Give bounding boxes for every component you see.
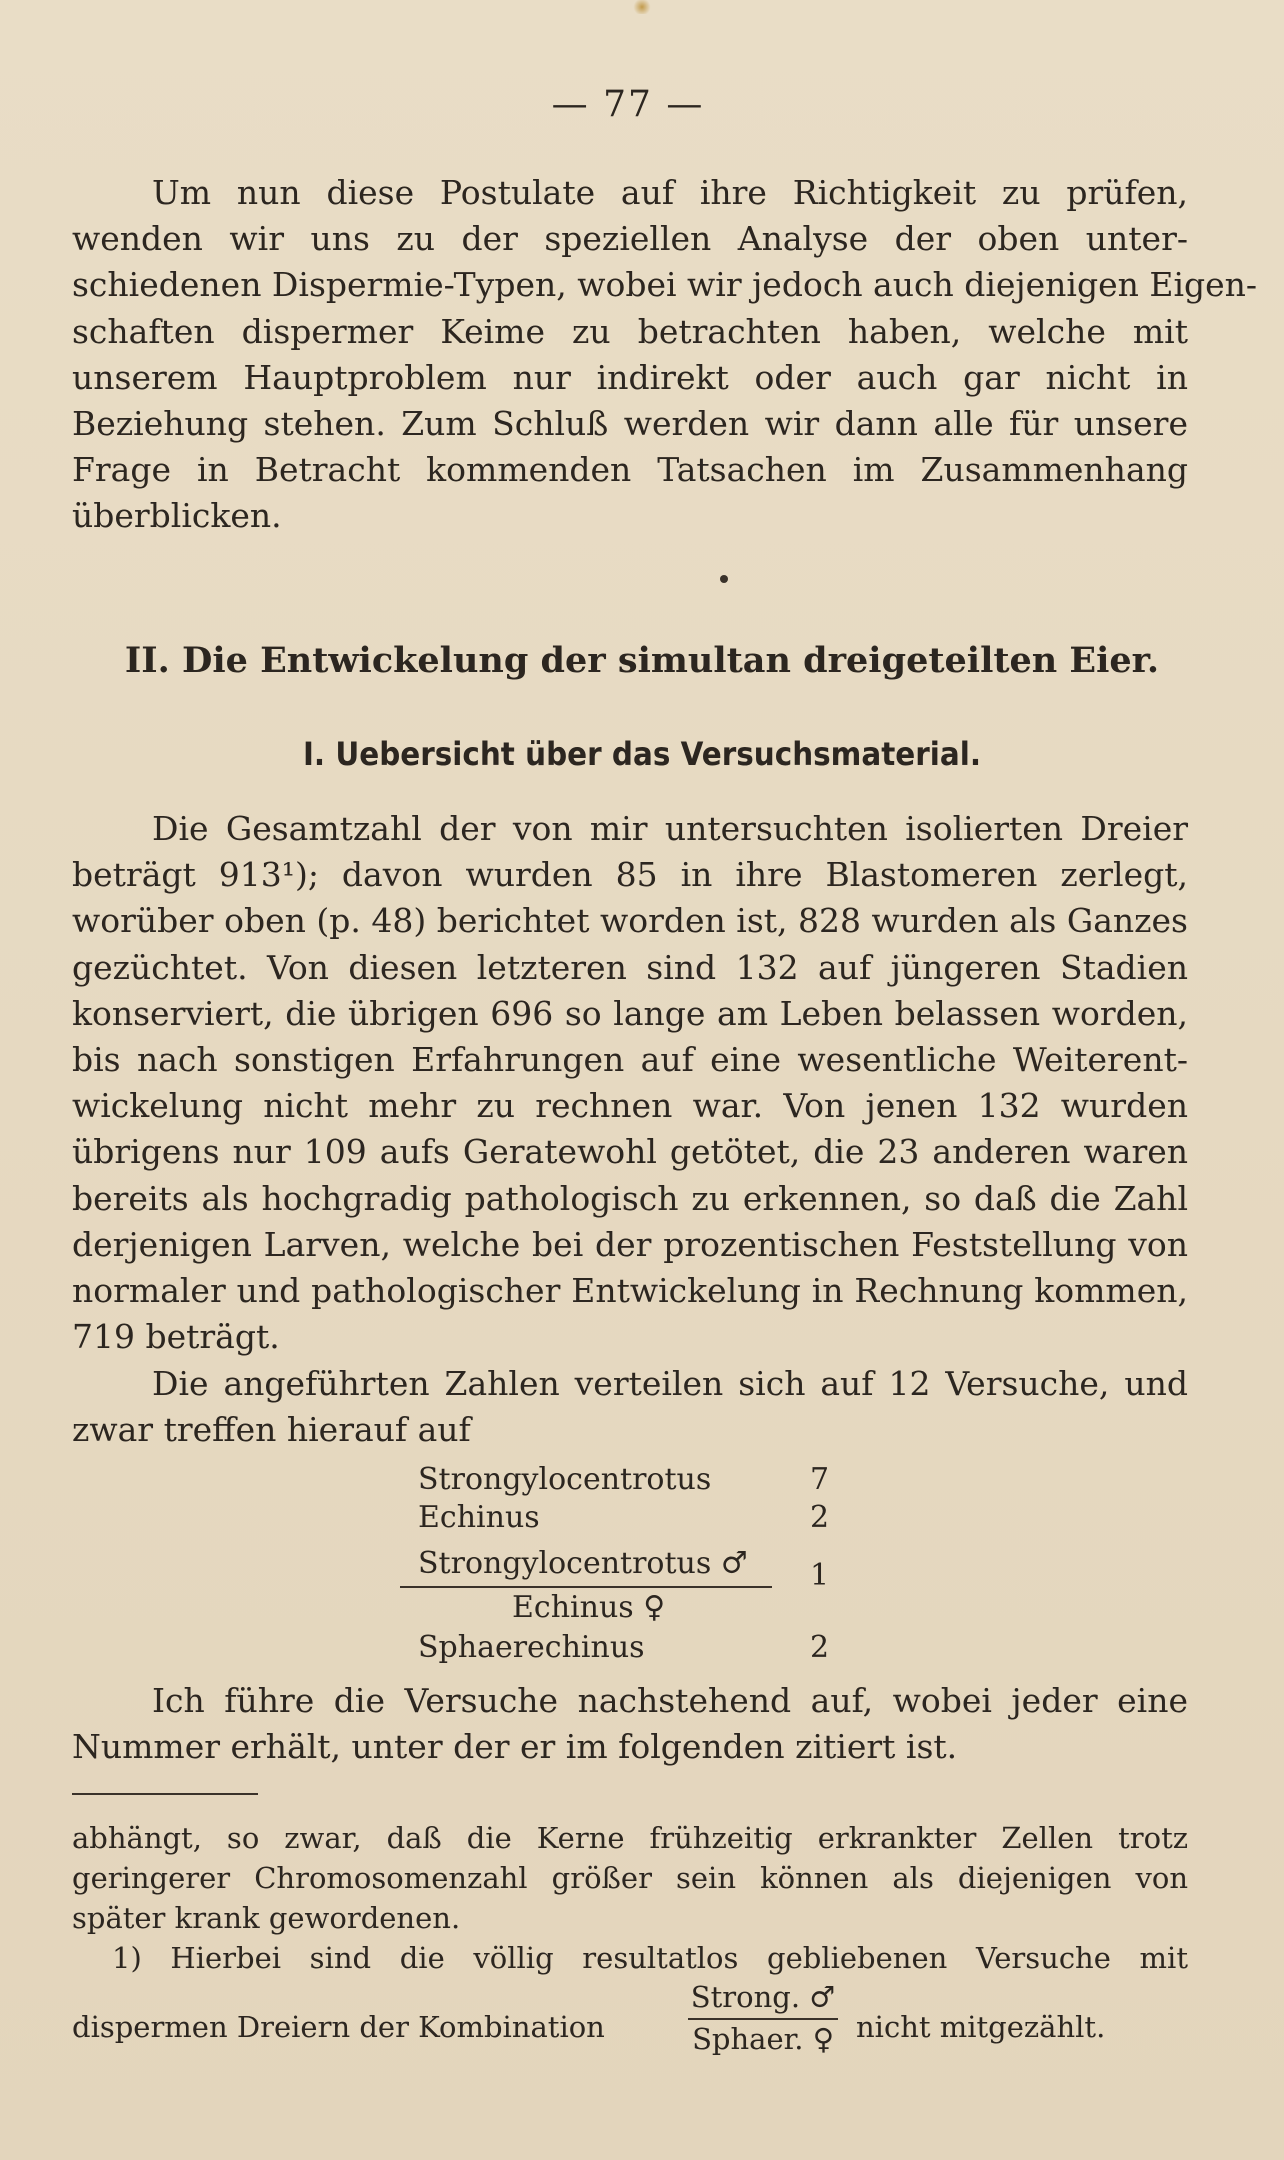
main-paragraph bbox=[72, 806, 1188, 1360]
species-name: Strongylocentrotus bbox=[418, 1462, 712, 1497]
text-line: Um nun diese Postulate auf ihre Richtigkeit zu prüfen, bbox=[152, 173, 1188, 212]
footnote-line: geringerer Chromosomenzahl größer sein können als diejenigen von bbox=[72, 1861, 1188, 1895]
text-line: Nummer erhält, unter der er im folgenden zitiert ist. bbox=[72, 1727, 958, 1767]
page-number: — 77 — bbox=[551, 84, 705, 125]
fraction-bar bbox=[400, 1586, 772, 1588]
footnote-continuation bbox=[72, 1818, 1188, 1938]
species-row bbox=[400, 1546, 850, 1584]
text-line: wickelung nicht mehr zu rechnen war. Von jenen 132 wurden bbox=[72, 1086, 1188, 1126]
section-heading: II. Die Entwickelung der simultan dreigeteilten Eier. bbox=[124, 640, 1160, 681]
species-count: 1 bbox=[810, 1558, 830, 1593]
text-line: derjenigen Larven, welche bei der prozentischen Feststellung von bbox=[72, 1224, 1188, 1264]
footnote-line: abhängt, so zwar, daß die Kerne frühzeitig erkrankter Zellen trotz bbox=[72, 1821, 1188, 1855]
species-name: Strongylocentrotus ♂ bbox=[418, 1546, 748, 1581]
species-name: Sphaerechinus bbox=[418, 1630, 645, 1665]
text-line: überblicken. bbox=[72, 496, 282, 536]
stray-dot bbox=[720, 575, 728, 583]
species-count: 7 bbox=[810, 1462, 830, 1497]
text-line: Beziehung stehen. Zum Schluß werden wir dann alle für unsere bbox=[72, 403, 1188, 443]
species-row bbox=[400, 1630, 850, 1668]
species-count: 2 bbox=[810, 1630, 830, 1665]
fraction-denominator: Sphaer. ♀ bbox=[692, 2022, 834, 2056]
text-line: wenden wir uns zu der speziellen Analyse der oben unter- bbox=[72, 219, 1188, 259]
ink-smudge bbox=[632, 0, 652, 14]
text-line: bis nach sonstigen Erfahrungen auf eine wesentliche Weiterent- bbox=[72, 1039, 1188, 1079]
species-count: 2 bbox=[810, 1500, 830, 1535]
text-line: beträgt 913¹); davon wurden 85 in ihre Blastomeren zerlegt, bbox=[72, 855, 1188, 895]
text-line: Die angeführten Zahlen verteilen sich auf 12 Versuche, und bbox=[152, 1364, 1188, 1403]
subsection-heading: I. Uebersicht über das Versuchsmaterial. bbox=[302, 735, 982, 773]
text-line: schiedenen Dispermie-Typen, wobei wir jedoch auch diejenigen Eigen- bbox=[72, 265, 1258, 305]
fraction-bar bbox=[688, 2018, 838, 2020]
footnote-text: nicht mitgezählt. bbox=[856, 2010, 1106, 2044]
combination-fraction bbox=[688, 1980, 838, 2056]
text-line: unserem Hauptproblem nur indirekt oder auch gar nicht in bbox=[72, 357, 1188, 397]
species-row bbox=[400, 1500, 850, 1538]
text-line: zwar treffen hierauf auf bbox=[72, 1410, 471, 1450]
text-line: Die Gesamtzahl der von mir untersuchten isolierten Dreier bbox=[152, 809, 1188, 848]
text-line: Frage in Betracht kommenden Tatsachen im Zusammenhang bbox=[72, 450, 1188, 490]
text-line: worüber oben (p. 48) berichtet worden ist, 828 wurden als Ganzes bbox=[72, 901, 1188, 941]
footnote-line: 1) Hierbei sind die völlig resultatlos gebliebenen Versuche mit bbox=[112, 1941, 1188, 1975]
species-row bbox=[400, 1462, 850, 1500]
text-line: konserviert, die übrigen 696 so lange am Leben belassen worden, bbox=[72, 993, 1188, 1033]
closing-paragraph bbox=[72, 1678, 1188, 1770]
footnote-1 bbox=[72, 1938, 1188, 1978]
species-name: Echinus ♀ bbox=[512, 1590, 666, 1625]
text-line: bereits als hochgradig pathologisch zu erkennen, so daß die Zahl bbox=[72, 1178, 1188, 1218]
text-line: gezüchtet. Von diesen letzteren sind 132 auf jüngeren Stadien bbox=[72, 947, 1188, 987]
text-line: schaften dispermer Keime zu betrachten haben, welche mit bbox=[72, 311, 1188, 351]
footnote-rule bbox=[72, 1793, 258, 1795]
text-line: übrigens nur 109 aufs Geratewohl getötet, die 23 anderen waren bbox=[72, 1132, 1188, 1172]
text-line: 719 beträgt. bbox=[72, 1317, 280, 1357]
footnote-text: dispermen Dreiern der Kombination bbox=[72, 2010, 605, 2044]
footnote-line: später krank gewordenen. bbox=[72, 1901, 461, 1935]
text-line: Ich führe die Versuche nachstehend auf, wobei jeder eine bbox=[152, 1681, 1188, 1720]
species-name: Echinus bbox=[418, 1500, 540, 1535]
text-line: normaler und pathologischer Entwickelung in Rechnung kommen, bbox=[72, 1270, 1188, 1310]
footnote-1-formula bbox=[72, 1980, 1188, 2058]
distribution-paragraph bbox=[72, 1361, 1188, 1453]
intro-paragraph bbox=[72, 170, 1258, 540]
fraction-numerator: Strong. ♂ bbox=[690, 1980, 836, 2014]
